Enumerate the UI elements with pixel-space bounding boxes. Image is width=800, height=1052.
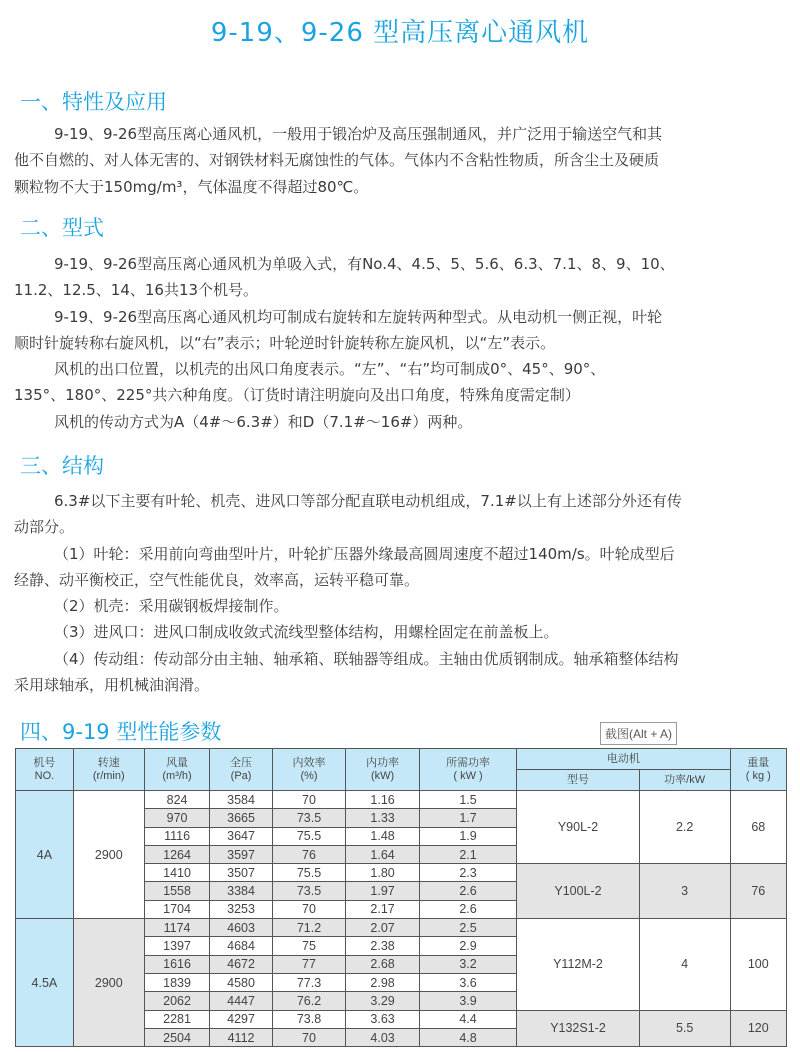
section-heading: 二、型式 bbox=[20, 216, 104, 240]
cell-motor-model: Y132S1-2 bbox=[517, 1010, 640, 1047]
cell-pressure: 3597 bbox=[210, 845, 272, 863]
cell-weight: 76 bbox=[730, 864, 786, 919]
cell-pressure: 4603 bbox=[210, 919, 272, 937]
cell-motor-power: 3 bbox=[639, 864, 730, 919]
cell-efficiency: 76.2 bbox=[272, 992, 346, 1010]
cell-pressure: 3384 bbox=[210, 882, 272, 900]
cell-no: 4A bbox=[16, 791, 74, 919]
paragraph-line: （1）叶轮：采用前向弯曲型叶片，叶轮扩压器外缘最高圆周速度不超过140m/s。叶轮成型后 bbox=[54, 544, 675, 563]
cell-internal-power: 1.48 bbox=[346, 827, 420, 845]
header-efficiency: 内效率 (%) bbox=[272, 749, 346, 791]
cell-weight: 120 bbox=[730, 1010, 786, 1047]
cell-flow: 1704 bbox=[144, 900, 210, 918]
header-no: 机号 NO. bbox=[16, 749, 74, 791]
cell-pressure: 4112 bbox=[210, 1028, 272, 1046]
cell-internal-power: 2.68 bbox=[346, 955, 420, 973]
paragraph-line: 动部分。 bbox=[14, 518, 75, 537]
cell-flow: 1116 bbox=[144, 827, 210, 845]
cell-pressure: 4297 bbox=[210, 1010, 272, 1028]
header-internal-power: 内功率 (kW) bbox=[346, 749, 420, 791]
paragraph-line: 采用球轴承，用机械油润滑。 bbox=[14, 676, 210, 695]
cell-efficiency: 70 bbox=[272, 900, 346, 918]
cell-pressure: 4672 bbox=[210, 955, 272, 973]
cell-internal-power: 1.64 bbox=[346, 845, 420, 863]
paragraph-line: （4）传动组：传动部分由主轴、轴承箱、联轴器等组成。主轴由优质钢制成。轴承箱整体结构 bbox=[54, 649, 679, 668]
cell-internal-power: 3.63 bbox=[346, 1010, 420, 1028]
cell-flow: 1839 bbox=[144, 973, 210, 991]
cell-efficiency: 75.5 bbox=[272, 827, 346, 845]
cell-weight: 100 bbox=[730, 919, 786, 1010]
cell-speed: 2900 bbox=[73, 791, 144, 919]
cell-motor-model: Y112M-2 bbox=[517, 919, 640, 1010]
performance-table bbox=[15, 748, 787, 1047]
cell-pressure: 4580 bbox=[210, 973, 272, 991]
paragraph-line: 9-19、9-26型高压离心通风机为单吸入式，有No.4、4.5、5、5.6、6.3、7.1、8、9、10、 bbox=[54, 255, 675, 273]
cell-efficiency: 71.2 bbox=[272, 919, 346, 937]
cell-required-power: 4.4 bbox=[419, 1010, 516, 1028]
cell-internal-power: 2.38 bbox=[346, 937, 420, 955]
header-motor-power: 功率/kW bbox=[639, 770, 730, 791]
cell-flow: 970 bbox=[144, 809, 210, 827]
section-heading: 一、特性及应用 bbox=[20, 90, 167, 114]
cell-required-power: 3.9 bbox=[419, 992, 516, 1010]
cell-internal-power: 1.33 bbox=[346, 809, 420, 827]
cell-required-power: 4.8 bbox=[419, 1028, 516, 1046]
cell-no: 4.5A bbox=[16, 919, 74, 1047]
cell-pressure: 3507 bbox=[210, 864, 272, 882]
section-body bbox=[14, 251, 794, 435]
cell-efficiency: 77 bbox=[272, 955, 346, 973]
header-weight: 重量 ( kg ) bbox=[730, 749, 786, 791]
cell-efficiency: 70 bbox=[272, 791, 346, 809]
cell-required-power: 2.5 bbox=[419, 919, 516, 937]
cell-efficiency: 70 bbox=[272, 1028, 346, 1046]
header-motor: 电动机 bbox=[517, 749, 730, 770]
cell-internal-power: 3.29 bbox=[346, 992, 420, 1010]
cell-required-power: 1.9 bbox=[419, 827, 516, 845]
cell-required-power: 1.5 bbox=[419, 791, 516, 809]
cell-flow: 1410 bbox=[144, 864, 210, 882]
header-motor-model: 型号 bbox=[517, 770, 640, 791]
cell-motor-power: 4 bbox=[639, 919, 730, 1010]
cell-motor-power: 2.2 bbox=[639, 791, 730, 864]
cell-speed: 2900 bbox=[73, 919, 144, 1047]
paragraph-line: 135°、180°、225°共六种角度。（订货时请注明旋向及出口角度，特殊角度需定制） bbox=[14, 386, 580, 405]
cell-internal-power: 2.07 bbox=[346, 919, 420, 937]
cell-motor-model: Y90L-2 bbox=[517, 791, 640, 864]
cell-efficiency: 75 bbox=[272, 937, 346, 955]
paragraph-line: 顺时针旋转称右旋风机，以“右”表示；叶轮逆时针旋转称左旋风机，以“左”表示。 bbox=[14, 333, 556, 352]
cell-internal-power: 2.98 bbox=[346, 973, 420, 991]
cell-efficiency: 77.3 bbox=[272, 973, 346, 991]
cell-internal-power: 1.16 bbox=[346, 791, 420, 809]
section-body bbox=[14, 488, 794, 698]
paragraph-line: 风机的传动方式为A（4#～6.3#）和D（7.1#～16#）两种。 bbox=[54, 412, 473, 431]
header-required-power: 所需功率 ( kW ) bbox=[419, 749, 516, 791]
cell-flow: 1174 bbox=[144, 919, 210, 937]
cell-flow: 1616 bbox=[144, 955, 210, 973]
cell-efficiency: 73.5 bbox=[272, 882, 346, 900]
cell-required-power: 2.3 bbox=[419, 864, 516, 882]
paragraph-line: 颗粒物不大于150mg/m³，气体温度不得超过80℃。 bbox=[14, 177, 369, 196]
cell-flow: 1264 bbox=[144, 845, 210, 863]
cell-pressure: 3647 bbox=[210, 827, 272, 845]
cell-flow: 2281 bbox=[144, 1010, 210, 1028]
cell-pressure: 3584 bbox=[210, 791, 272, 809]
table-row bbox=[16, 919, 787, 937]
paragraph-line: 风机的出口位置，以机壳的出风口角度表示。“左”、“右”均可制成0°、45°、90°、 bbox=[54, 360, 606, 379]
page-title: 9-19、9-26 型高压离心通风机 bbox=[210, 18, 590, 48]
cell-flow: 824 bbox=[144, 791, 210, 809]
paragraph-line: 经静、动平衡校正，空气性能优良，效率高，运转平稳可靠。 bbox=[14, 570, 420, 589]
cell-pressure: 4447 bbox=[210, 992, 272, 1010]
section-heading: 三、结构 bbox=[20, 454, 104, 478]
section-heading: 四、9-19 型性能参数 bbox=[20, 720, 222, 744]
cell-pressure: 4684 bbox=[210, 937, 272, 955]
cell-weight: 68 bbox=[730, 791, 786, 864]
section-body bbox=[14, 121, 794, 200]
paragraph-line: 11.2、12.5、14、16共13个机号。 bbox=[14, 281, 259, 300]
paragraph-line: （2）机壳：采用碳钢板焊接制作。 bbox=[54, 597, 289, 616]
cell-efficiency: 73.5 bbox=[272, 809, 346, 827]
cell-internal-power: 4.03 bbox=[346, 1028, 420, 1046]
cell-required-power: 1.7 bbox=[419, 809, 516, 827]
cell-required-power: 3.2 bbox=[419, 955, 516, 973]
header-pressure: 全压 (Pa) bbox=[210, 749, 272, 791]
cell-pressure: 3253 bbox=[210, 900, 272, 918]
cell-efficiency: 73.8 bbox=[272, 1010, 346, 1028]
cell-required-power: 3.6 bbox=[419, 973, 516, 991]
paragraph-line: 他不自燃的、对人体无害的、对钢铁材料无腐蚀性的气体。气体内不含粘性物质，所含尘土及硬质 bbox=[14, 151, 660, 170]
cell-internal-power: 1.97 bbox=[346, 882, 420, 900]
cell-flow: 1397 bbox=[144, 937, 210, 955]
paragraph-line: 9-19、9-26型高压离心通风机，一般用于锻冶炉及高压强制通风，并广泛用于输送空气和其 bbox=[54, 125, 663, 143]
cell-internal-power: 1.80 bbox=[346, 864, 420, 882]
header-speed: 转速 (r/min) bbox=[73, 749, 144, 791]
cell-required-power: 2.6 bbox=[419, 882, 516, 900]
cell-motor-power: 5.5 bbox=[639, 1010, 730, 1047]
cell-required-power: 2.1 bbox=[419, 845, 516, 863]
cell-efficiency: 75.5 bbox=[272, 864, 346, 882]
cell-required-power: 2.9 bbox=[419, 937, 516, 955]
header-flow: 风量 (m³/h) bbox=[144, 749, 210, 791]
cell-efficiency: 76 bbox=[272, 845, 346, 863]
paragraph-line: 9-19、9-26型高压离心通风机均可制成右旋转和左旋转两种型式。从电动机一侧正视，叶轮 bbox=[54, 307, 663, 326]
cell-internal-power: 2.17 bbox=[346, 900, 420, 918]
table-row bbox=[16, 791, 787, 809]
cell-required-power: 2.6 bbox=[419, 900, 516, 918]
cell-flow: 2504 bbox=[144, 1028, 210, 1046]
cell-pressure: 3665 bbox=[210, 809, 272, 827]
screenshot-tooltip: 截图(Alt + A) bbox=[600, 722, 677, 745]
cell-flow: 2062 bbox=[144, 992, 210, 1010]
cell-flow: 1558 bbox=[144, 882, 210, 900]
paragraph-line: （3）进风口：进风口制成收敛式流线型整体结构，用螺栓固定在前盖板上。 bbox=[54, 623, 559, 642]
cell-motor-model: Y100L-2 bbox=[517, 864, 640, 919]
paragraph-line: 6.3#以下主要有叶轮、机壳、进风口等部分配直联电动机组成，7.1#以上有上述部分外还有传 bbox=[54, 492, 682, 510]
